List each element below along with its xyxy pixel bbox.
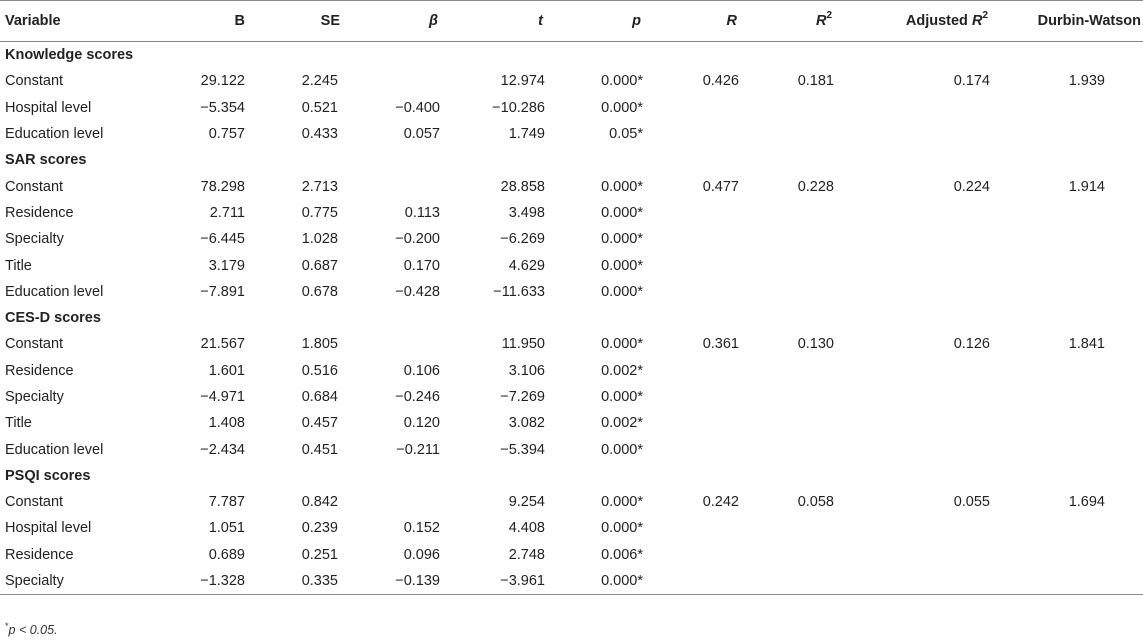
cell-adj — [834, 542, 990, 568]
cell-r2 — [739, 515, 834, 541]
cell-adj — [834, 279, 990, 305]
cell-variable: Residence — [5, 546, 74, 563]
cell-p: 0.000* — [601, 441, 643, 458]
cell-t: 11.950 — [501, 336, 545, 353]
cell-dw: 1.914 — [1068, 178, 1105, 195]
cell-se: 0.684 — [301, 389, 338, 405]
cell-b: 29.122 — [200, 73, 245, 90]
cell-beta: 0.113 — [404, 204, 440, 221]
table-body — [0, 42, 1143, 595]
cell-variable: Education level — [5, 283, 104, 300]
table-row — [0, 331, 1143, 357]
header-adjusted-sup: 2 — [982, 10, 988, 21]
cell-dw — [990, 515, 1143, 541]
cell-p: 0.000* — [601, 257, 643, 274]
cell-r — [643, 436, 739, 462]
section-row — [0, 463, 1143, 489]
table-row — [0, 252, 1143, 278]
cell-p: 0.000* — [601, 389, 643, 405]
cell-t: −6.269 — [500, 231, 545, 248]
cell-r — [643, 279, 739, 305]
cell-beta: 0.057 — [403, 126, 440, 143]
table-row — [0, 410, 1143, 436]
cell-dw — [990, 542, 1143, 568]
cell-b: −6.445 — [200, 231, 245, 248]
cell-t: 3.498 — [508, 204, 545, 221]
cell-t: 3.082 — [508, 415, 545, 432]
table-row — [0, 121, 1143, 147]
header-r-squared-base: R — [815, 13, 827, 29]
cell-r — [643, 384, 739, 410]
cell-p: 0.000* — [601, 494, 643, 511]
cell-adj — [834, 252, 990, 278]
header-p: p — [545, 1, 643, 42]
cell-r2 — [739, 410, 834, 436]
cell-p: 0.000* — [601, 73, 643, 90]
cell-variable: Specialty — [0, 568, 165, 595]
cell-se: 1.805 — [301, 336, 338, 353]
cell-se: 0.516 — [301, 362, 338, 379]
section-label: CES-D scores — [5, 310, 101, 327]
section-row — [0, 305, 1143, 331]
cell-dw — [990, 279, 1143, 305]
table-row — [0, 200, 1143, 226]
cell-r — [643, 252, 739, 278]
cell-r2 — [739, 252, 834, 278]
cell-variable: Specialty — [5, 389, 64, 405]
cell-dw — [990, 121, 1143, 147]
cell-t: 3.106 — [508, 362, 545, 379]
cell-p: 0.000* — [601, 178, 643, 195]
cell-r2 — [739, 121, 834, 147]
cell-p: 0.000* — [601, 204, 643, 221]
cell-r2 — [739, 226, 834, 252]
table-row — [0, 542, 1143, 568]
cell-t: 1.749 — [508, 126, 545, 143]
cell-b: 7.787 — [208, 494, 245, 511]
section-row — [0, 147, 1143, 173]
cell-p: 0.000* — [601, 283, 643, 300]
table-row — [0, 68, 1143, 94]
header-r-squared-sup: 2 — [826, 10, 832, 21]
cell-b: 21.567 — [200, 336, 245, 353]
cell-p: 0.05* — [609, 126, 643, 143]
cell-b: −4.971 — [200, 389, 245, 405]
cell-b: 0.757 — [208, 126, 245, 143]
cell-b: −2.434 — [200, 441, 245, 458]
cell-r: 0.426 — [702, 73, 739, 90]
cell-b: 1.601 — [208, 362, 245, 379]
cell-b: 1.408 — [208, 415, 245, 432]
cell-beta: −0.211 — [396, 441, 440, 458]
cell-dw — [990, 200, 1143, 226]
table-row — [0, 226, 1143, 252]
cell-variable: Constant — [5, 178, 64, 195]
header-r: R — [643, 1, 739, 42]
cell-se: 0.433 — [301, 126, 338, 143]
table-row — [0, 358, 1143, 384]
table-footnote — [5, 623, 58, 637]
cell-r: 0.361 — [702, 336, 739, 353]
table-row — [0, 436, 1143, 462]
cell-r — [643, 226, 739, 252]
header-r-squared — [739, 1, 834, 42]
cell-p: 0.000* — [601, 231, 643, 248]
cell-r — [643, 568, 739, 595]
cell-r2: 0.181 — [797, 73, 834, 90]
cell-t: 12.974 — [500, 73, 545, 90]
cell-se: 0.457 — [301, 415, 338, 432]
cell-variable: Hospital level — [5, 520, 92, 537]
header-variable: Variable — [0, 1, 165, 42]
cell-se: 0.335 — [247, 568, 342, 595]
header-adjusted-label: Adjusted — [905, 13, 972, 29]
cell-adj: 0.126 — [953, 336, 990, 353]
cell-dw — [990, 252, 1143, 278]
cell-se: 0.251 — [301, 546, 338, 563]
section-label: PSQI scores — [5, 467, 91, 484]
cell-p: 0.006* — [601, 546, 643, 563]
cell-b: 78.298 — [200, 178, 245, 195]
cell-t: 9.254 — [508, 494, 545, 511]
cell-p: 0.000* — [601, 520, 643, 537]
cell-b: 0.689 — [208, 546, 245, 563]
cell-adj — [834, 121, 990, 147]
section-label: Knowledge scores — [5, 47, 134, 64]
cell-variable: Title — [5, 415, 32, 432]
cell-beta: 0.170 — [403, 257, 440, 274]
cell-variable: Title — [5, 257, 32, 274]
header-adjusted-r: R — [971, 13, 983, 29]
cell-se: 0.521 — [301, 99, 338, 116]
table-row — [0, 279, 1143, 305]
cell-r2: 0.058 — [797, 494, 834, 511]
cell-t: −7.269 — [500, 389, 545, 405]
cell-adj — [834, 384, 990, 410]
cell-r — [643, 121, 739, 147]
cell-r — [643, 542, 739, 568]
cell-variable: Education level — [5, 441, 104, 458]
cell-beta: −0.428 — [395, 283, 440, 300]
cell-dw: 1.694 — [1068, 494, 1105, 511]
cell-se: 1.028 — [301, 231, 338, 248]
cell-t: −10.286 — [492, 99, 545, 116]
cell-se: 0.687 — [301, 257, 338, 274]
cell-t: 4.408 — [508, 520, 545, 537]
cell-se: 0.239 — [301, 520, 338, 537]
cell-dw — [990, 384, 1143, 410]
cell-beta: −0.200 — [395, 231, 440, 248]
cell-variable: Constant — [5, 336, 64, 353]
cell-p: 0.000* — [545, 568, 643, 595]
header-adjusted-r-squared — [834, 1, 990, 42]
cell-r2: 0.228 — [797, 178, 834, 195]
cell-dw: 1.939 — [1068, 73, 1105, 90]
cell-se: 0.842 — [301, 494, 338, 511]
cell-variable: Hospital level — [5, 99, 92, 116]
cell-t: 28.858 — [500, 178, 545, 195]
cell-adj: 0.055 — [953, 494, 990, 511]
cell-beta: 0.120 — [403, 415, 440, 432]
cell-dw — [990, 436, 1143, 462]
cell-beta — [342, 331, 440, 357]
cell-beta — [342, 173, 440, 199]
table-header — [0, 1, 1143, 42]
cell-beta: 0.106 — [403, 362, 440, 379]
cell-b: −7.891 — [200, 283, 245, 300]
cell-r — [643, 95, 739, 121]
cell-t: −3.961 — [440, 568, 545, 595]
cell-r2 — [739, 384, 834, 410]
cell-dw — [990, 226, 1143, 252]
cell-r — [643, 358, 739, 384]
table-row — [0, 384, 1143, 410]
cell-adj — [834, 410, 990, 436]
cell-r2 — [739, 542, 834, 568]
cell-se: 2.713 — [301, 178, 338, 195]
table-row — [0, 489, 1143, 515]
cell-dw — [990, 568, 1143, 595]
header-durbin-watson: Durbin-Watson — [990, 1, 1143, 42]
header-b: B — [165, 1, 247, 42]
table-row — [0, 515, 1143, 541]
cell-r2 — [739, 200, 834, 226]
cell-r: 0.242 — [702, 494, 739, 511]
cell-r2 — [739, 358, 834, 384]
table-row — [0, 173, 1143, 199]
cell-se: 2.245 — [301, 73, 338, 90]
cell-b: 3.179 — [208, 257, 245, 274]
cell-r2: 0.130 — [797, 336, 834, 353]
cell-dw — [990, 358, 1143, 384]
cell-adj — [834, 515, 990, 541]
cell-p: 0.002* — [601, 415, 643, 432]
cell-adj — [834, 226, 990, 252]
cell-r2 — [739, 436, 834, 462]
cell-t: −5.394 — [500, 441, 545, 458]
section-label: SAR scores — [5, 152, 87, 169]
cell-r2 — [739, 568, 834, 595]
cell-p: 0.002* — [601, 362, 643, 379]
cell-adj — [834, 568, 990, 595]
cell-r: 0.477 — [702, 178, 739, 195]
cell-variable: Education level — [5, 126, 104, 143]
cell-beta: 0.152 — [403, 520, 440, 537]
cell-t: −11.633 — [493, 283, 545, 300]
cell-beta: −0.246 — [395, 389, 440, 405]
footnote-text: p < 0.05. — [8, 623, 58, 637]
cell-r — [643, 515, 739, 541]
cell-dw — [990, 95, 1143, 121]
header-row — [0, 1, 1143, 42]
cell-r — [643, 410, 739, 436]
cell-beta — [342, 489, 440, 515]
cell-adj: 0.224 — [953, 178, 990, 195]
cell-b: −5.354 — [200, 99, 245, 116]
cell-dw: 1.841 — [1068, 336, 1105, 353]
cell-b: 2.711 — [209, 204, 245, 221]
cell-t: 4.629 — [508, 257, 545, 274]
cell-p: 0.000* — [601, 336, 643, 353]
cell-r2 — [739, 95, 834, 121]
cell-variable: Residence — [5, 204, 74, 221]
cell-beta: −0.400 — [395, 99, 440, 116]
cell-r — [643, 200, 739, 226]
cell-b: 1.051 — [208, 520, 245, 537]
cell-adj — [834, 95, 990, 121]
cell-adj — [834, 358, 990, 384]
cell-variable: Constant — [5, 73, 64, 90]
header-t: t — [440, 1, 545, 42]
cell-r2 — [739, 279, 834, 305]
header-se: SE — [247, 1, 342, 42]
cell-se: 0.678 — [301, 283, 338, 300]
cell-beta: −0.139 — [342, 568, 440, 595]
cell-beta: 0.096 — [403, 546, 440, 563]
cell-beta — [342, 68, 440, 94]
section-row — [0, 42, 1143, 69]
cell-adj — [834, 200, 990, 226]
cell-se: 0.775 — [301, 204, 338, 221]
cell-variable: Specialty — [5, 231, 64, 248]
table-row — [0, 95, 1143, 121]
cell-se: 0.451 — [301, 441, 338, 458]
header-beta: β — [342, 1, 440, 42]
cell-b: −1.328 — [165, 568, 247, 595]
cell-variable: Constant — [5, 494, 64, 511]
cell-adj — [834, 436, 990, 462]
table-row — [0, 568, 1143, 595]
cell-adj: 0.174 — [953, 73, 990, 90]
footnote-marker: * — [5, 621, 9, 631]
cell-t: 2.748 — [508, 546, 545, 563]
cell-variable: Residence — [5, 362, 74, 379]
cell-dw — [990, 410, 1143, 436]
cell-p: 0.000* — [601, 99, 643, 116]
